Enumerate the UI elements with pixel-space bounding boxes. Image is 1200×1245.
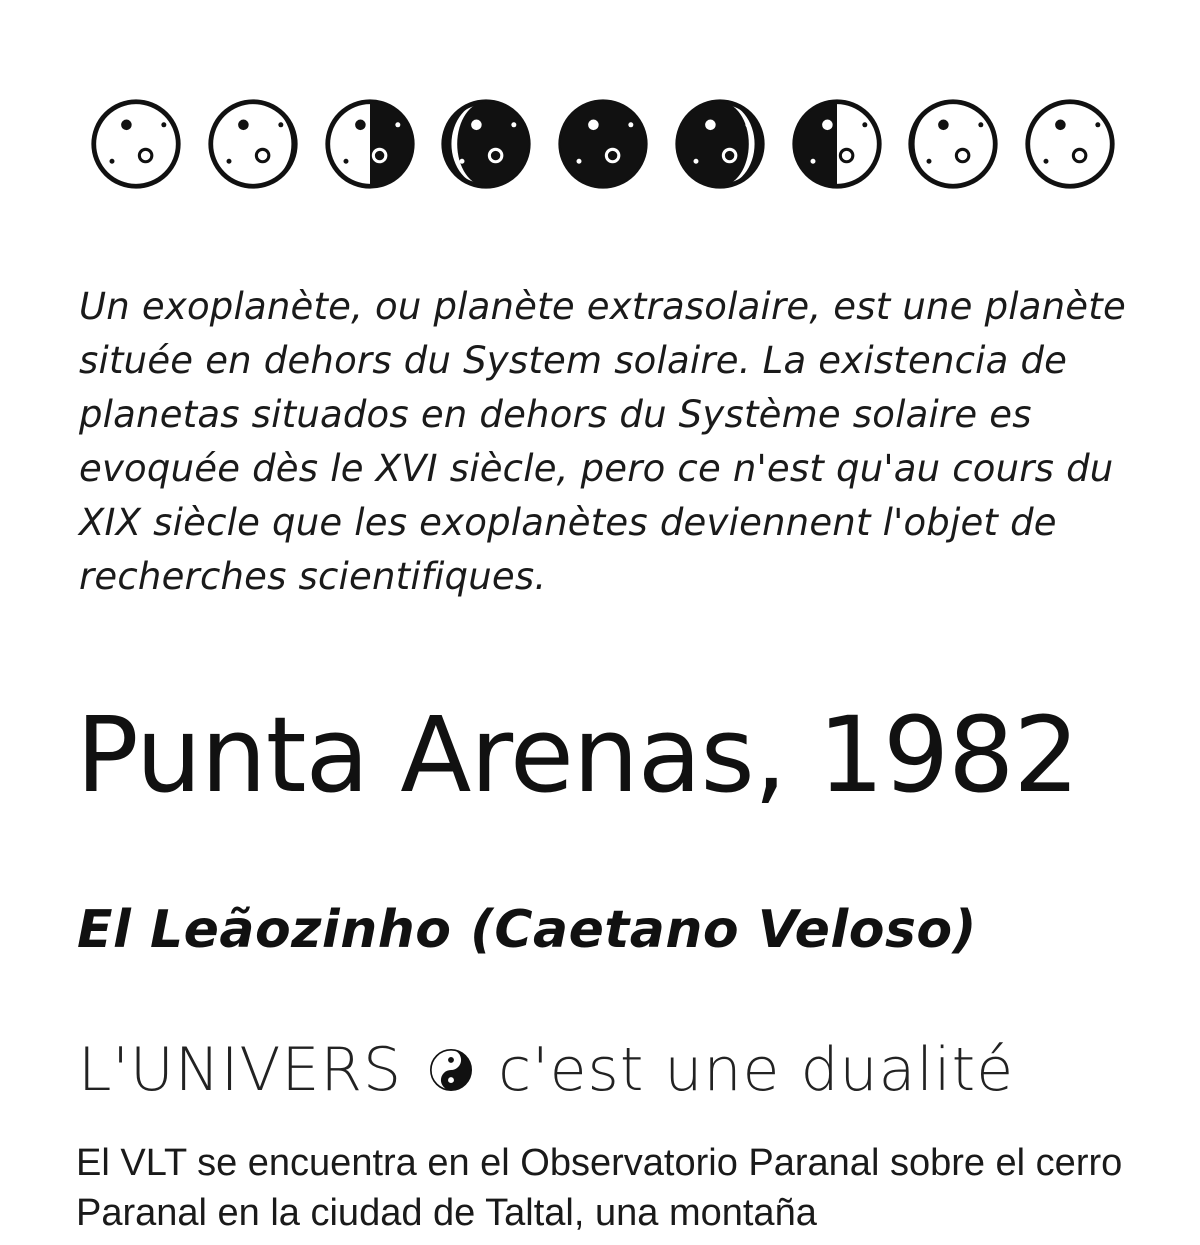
headline-punta-arenas: Punta Arenas, 1982 <box>76 694 1079 816</box>
yin-yang-icon <box>430 1049 472 1091</box>
moon-phase-row <box>88 96 1118 192</box>
waxing-crescent-moon-icon <box>672 96 768 192</box>
dualite-text: c'est une dualité <box>498 1035 1015 1105</box>
waxing-gibbous-moon-icon <box>905 96 1001 192</box>
univers-text: L'UNIVERS <box>78 1035 403 1105</box>
waning-crescent-moon-icon <box>438 96 534 192</box>
last-quarter-moon-icon <box>322 96 418 192</box>
univers-line <box>78 1030 1014 1110</box>
waning-gibbous-moon-icon <box>205 96 301 192</box>
vlt-paragraph: El VLT se encuentra en el Observatorio Paranal sobre el cerro Paranal en la ciudad de Taltal, una montaña <box>76 1142 1123 1234</box>
new-moon-icon <box>555 96 651 192</box>
first-quarter-moon-icon <box>789 96 885 192</box>
song-title: El Leãozinho (Caetano Veloso) <box>77 900 977 960</box>
full-moon-icon <box>88 96 184 192</box>
exoplanet-paragraph: Un exoplanète, ou planète extrasolaire, est une planète située en dehors du System solaire. La existencia de planetas situados en dehors du Système solaire es evoquée dès le XVI siècle, pero ce n'est qu'au cours du XIX siècle que les exoplanètes deviennent l'objet de recherches scientifiques. <box>79 285 1126 598</box>
full-moon-icon <box>1022 96 1118 192</box>
